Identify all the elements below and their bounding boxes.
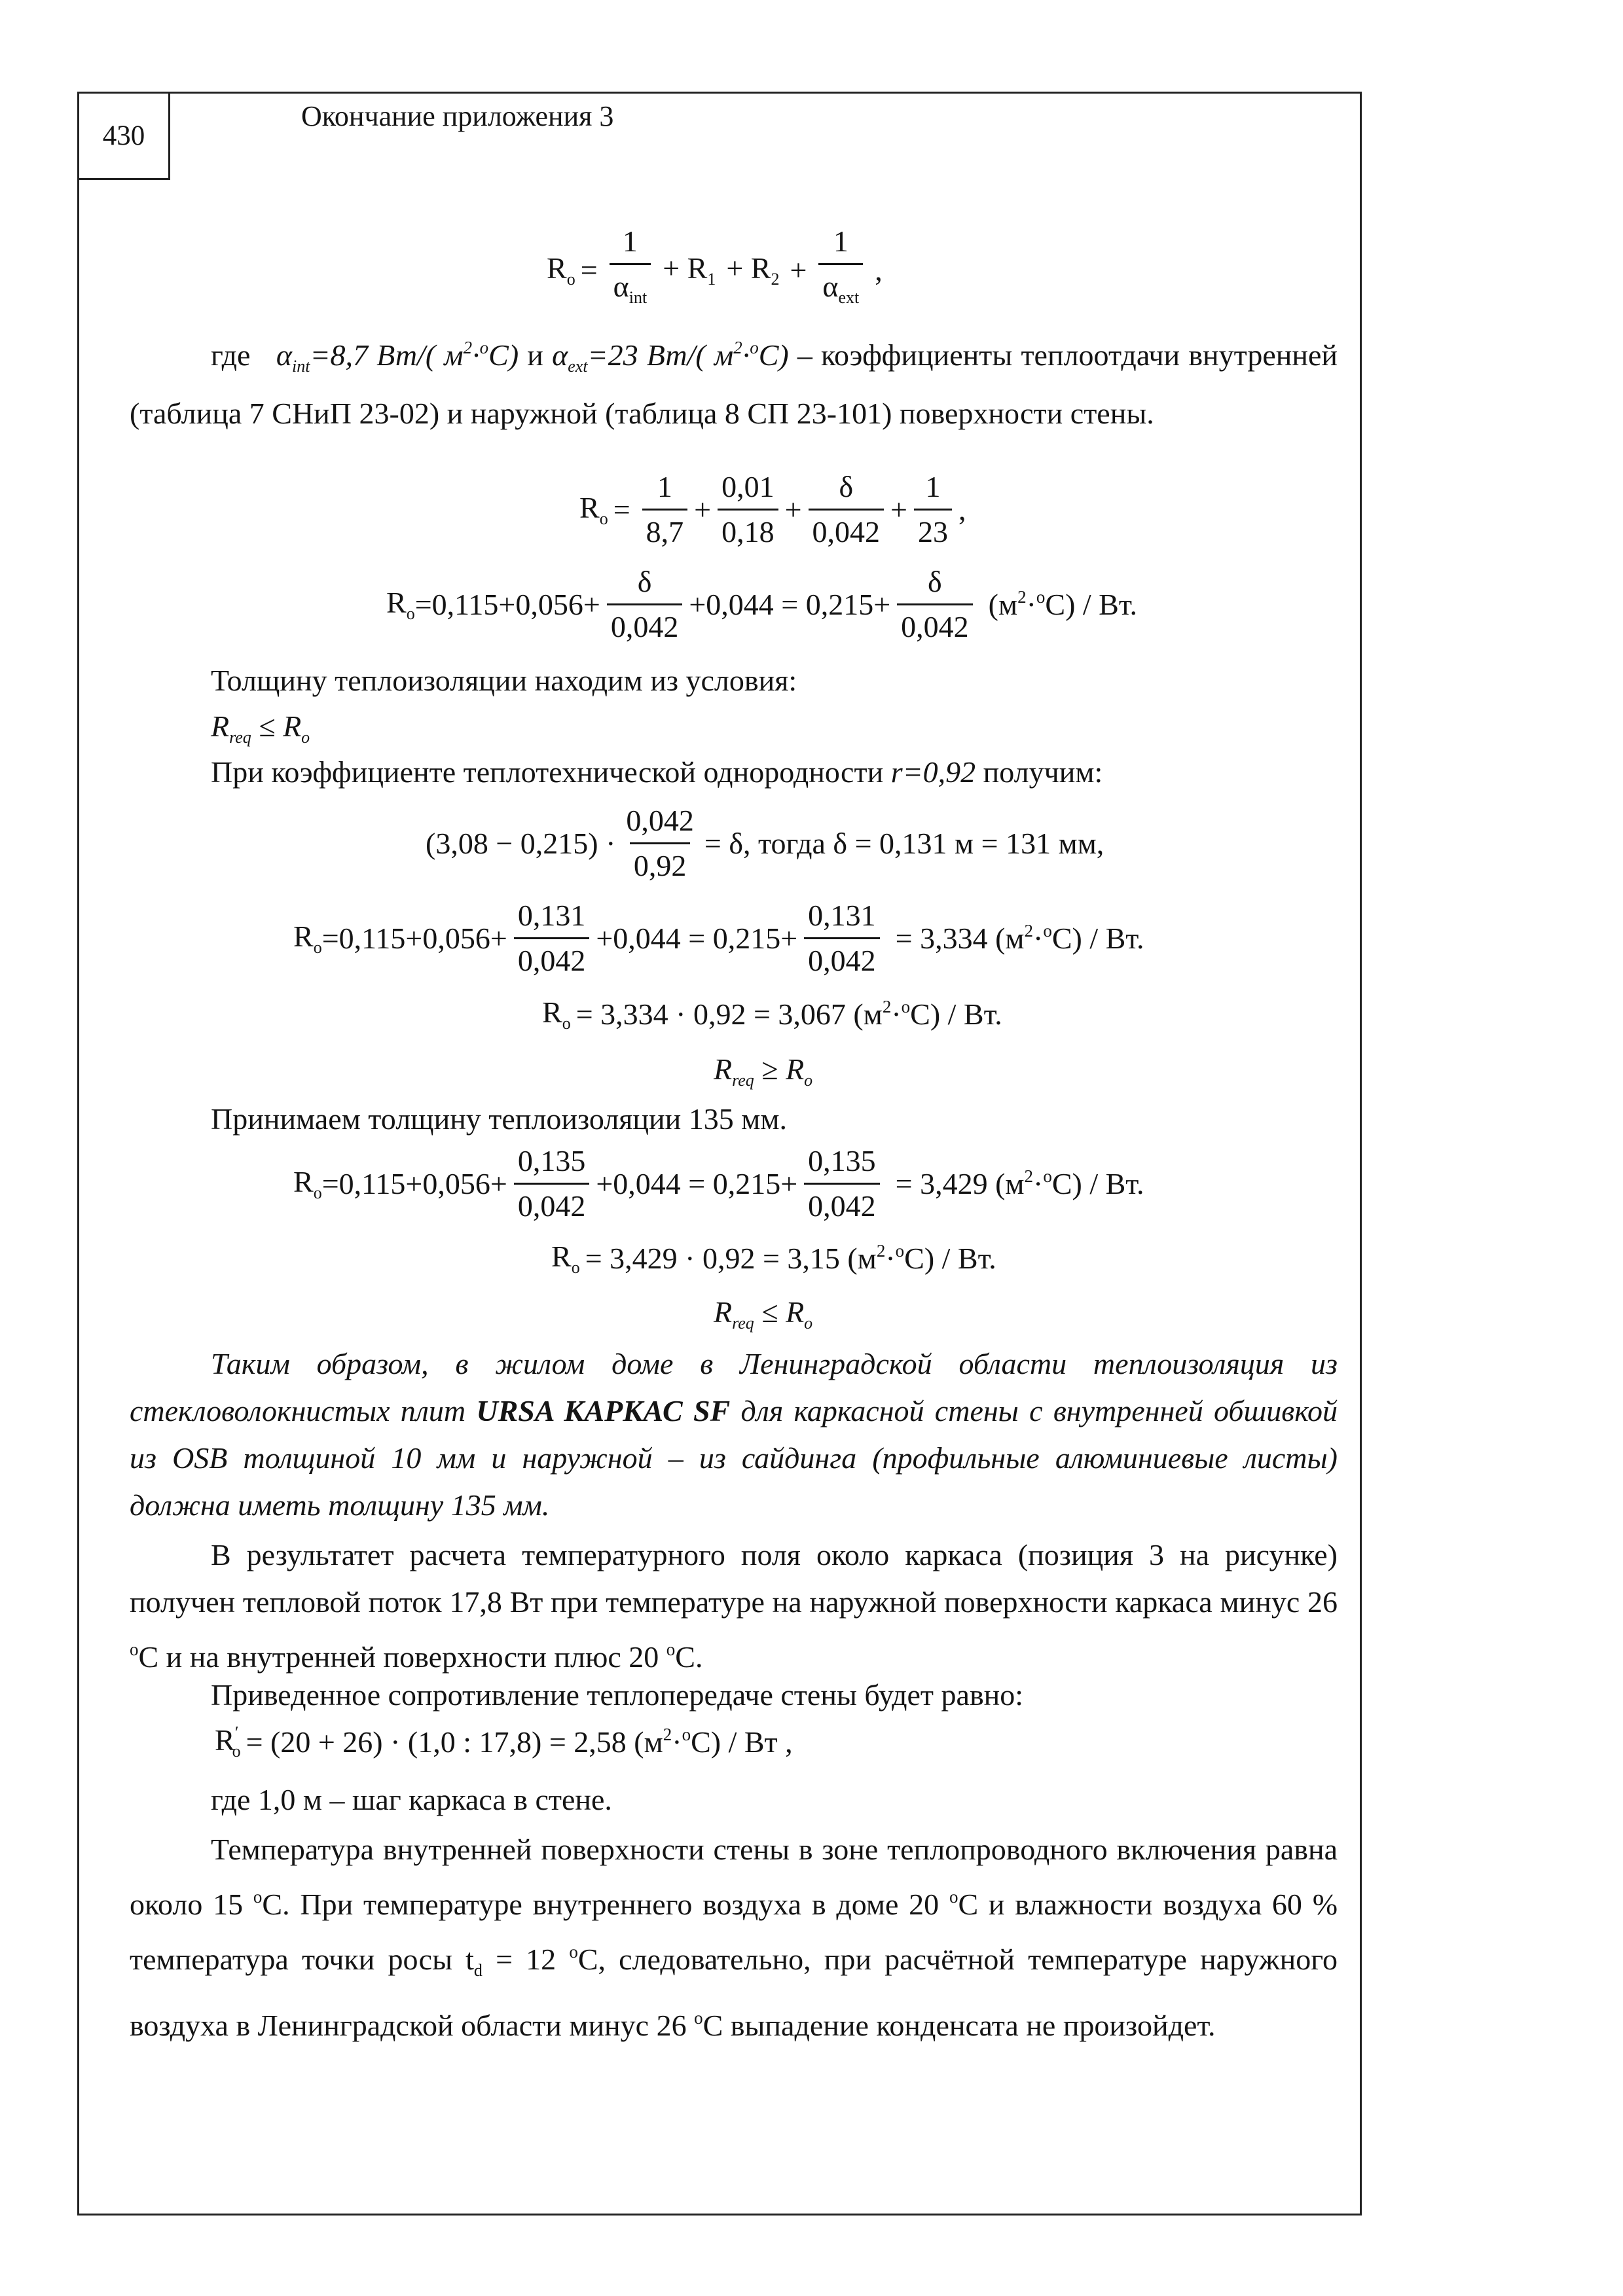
- paragraph-temperature-field: В результатет расчета температурного поля около каркаса (позиция 3 на рисунке) получен тепловой поток 17,8 Вт при температуре на наружной поверхности каркаса минус 26 $^о$С и на внутренней поверхности плюс 20 $^о$С.: [130, 1538, 1338, 1674]
- paragraph-dew-point: Температура внутренней поверхности стены в зоне теплопроводного включения равна около 15 $^о$С. При температуре внутреннего воздуха в доме 20 $^о$С и влажности воздуха 60 % температура точки росы $t_d = 12$ $^о$С, следовательно, при расчётной температуре наружного воздуха в Ленинградской области минус 26 $^о$С выпадение конденсата не произойдет.: [130, 1833, 1338, 2042]
- text-thickness-condition: Толщину теплоизоляции находим из условия:: [211, 664, 797, 697]
- fraction: $\frac{0,135}{0,042}$: [514, 1142, 590, 1225]
- equation-delta: (3,08 − 0,215) · $\frac{0,042}{0,92}$ = δ, тогда δ = 0,131 м = 131 мм,: [426, 802, 1104, 885]
- fraction: $\frac{0,01}{0,18}$: [718, 468, 778, 551]
- fraction: $\frac{1}{\alpha_{ext}}$: [818, 223, 863, 317]
- fraction: $\frac{0,042}{0,92}$: [622, 802, 698, 885]
- equation-ro-delta: $R_о$ =0,115+0,056+ $\frac{\delta}{0,042}$ +0,044 = 0,215+ $\frac{\delta}{0,042}$ $(м^2\cdot^оС)$ / Вт.: [386, 563, 1137, 646]
- fraction: $\frac{0,135}{0,042}$: [804, 1142, 880, 1225]
- fraction: $\frac{0,131}{0,042}$: [804, 897, 880, 980]
- condition-req-le-ro: $R_{req} \le R_o$: [211, 709, 310, 747]
- fraction: $\frac{1}{23}$: [914, 468, 952, 551]
- condition-req-ge-ro: $R_{req} \ge R_o$: [714, 1052, 813, 1090]
- paragraph-conclusion: Таким образом, в жилом доме в Ленинградской области теплоизоляция из стекловолокнистых плит URSA КАРКАС SF для каркасной стены с внутренней обшивкой из OSB толщиной 10 мм и наружной – из сайдинга (профильные алюминиевые листы) должна иметь толщину 135 мм.: [130, 1347, 1338, 1522]
- text-accept-thickness: Принимаем толщину теплоизоляции 135 мм.: [211, 1102, 787, 1136]
- fraction: $\frac{\delta}{0,042}$: [897, 563, 973, 646]
- page-number: 430: [77, 92, 170, 180]
- paragraph-coefficients: где $\alpha_{int}=8,7$ Вт/( $м^2\cdot^оС$) и $\alpha_{ext}=23$ Вт/( $м^2\cdot^оС$) – коэффициенты теплоотдачи внутренней (таблица 7 СНиП 23-02) и наружной (таблица 8 СП 23-101) поверхности стены.: [130, 338, 1338, 430]
- text-reduced-resistance: Приведенное сопротивление теплопередаче стены будет равно:: [211, 1678, 1024, 1712]
- equation-ro-315: $R_о$ = 3,429 · 0,92 = 3,15 $(м^2\cdot^оС)$ / Вт.: [551, 1240, 996, 1277]
- equation-ro-substituted: $R_о$ = $\frac{1}{8,7}$ + $\frac{0,01}{0,18}$ + $\frac{\delta}{0,042}$ + $\frac{1}{23}$ ,: [579, 468, 966, 551]
- equation-ro-135: $R_о$ =0,115+0,056+ $\frac{0,135}{0,042}$ +0,044 = 0,215+ $\frac{0,135}{0,042}$ = 3,429 $(м^2\cdot^оС)$ / Вт.: [293, 1142, 1144, 1225]
- fraction: $\frac{\delta}{0,042}$: [607, 563, 683, 646]
- equation-ro-general: $R_о$ = $\frac{1}{\alpha_{int}}$ + $R_1$ + $R_2$ + $\frac{1}{\alpha_{ext}}$ ,: [547, 223, 888, 317]
- header-title: Окончание приложения 3: [301, 100, 614, 132]
- fraction: $\frac{\delta}{0,042}$: [809, 468, 884, 551]
- fraction: $\frac{0,131}{0,042}$: [514, 897, 590, 980]
- text-frame-step: где 1,0 м – шаг каркаса в стене.: [211, 1783, 612, 1816]
- text-coefficient: При коэффициенте теплотехнической однородности r=0,92 получим:: [211, 755, 1103, 789]
- fraction: $\frac{1}{8,7}$: [642, 468, 688, 551]
- fraction: $\frac{1}{\alpha_{int}}$: [610, 223, 651, 317]
- equation-ro-131: $R_о$ =0,115+0,056+ $\frac{0,131}{0,042}$ +0,044 = 0,215+ $\frac{0,131}{0,042}$ = 3,334 $(м^2\cdot^оС)$ / Вт.: [293, 897, 1144, 980]
- condition-req-le-ro-final: $R_{req} \le R_o$: [714, 1295, 813, 1333]
- equation-ro-3067: $R_о$ = 3,334 · 0,92 = 3,067 $(м^2\cdot^оС)$ / Вт.: [542, 996, 1002, 1033]
- equation-ro-prime: $R'_о$ = (20 + 26) · (1,0 : 17,8) = 2,58 $(м^2\cdot^оС)$ / Вт ,: [215, 1723, 793, 1761]
